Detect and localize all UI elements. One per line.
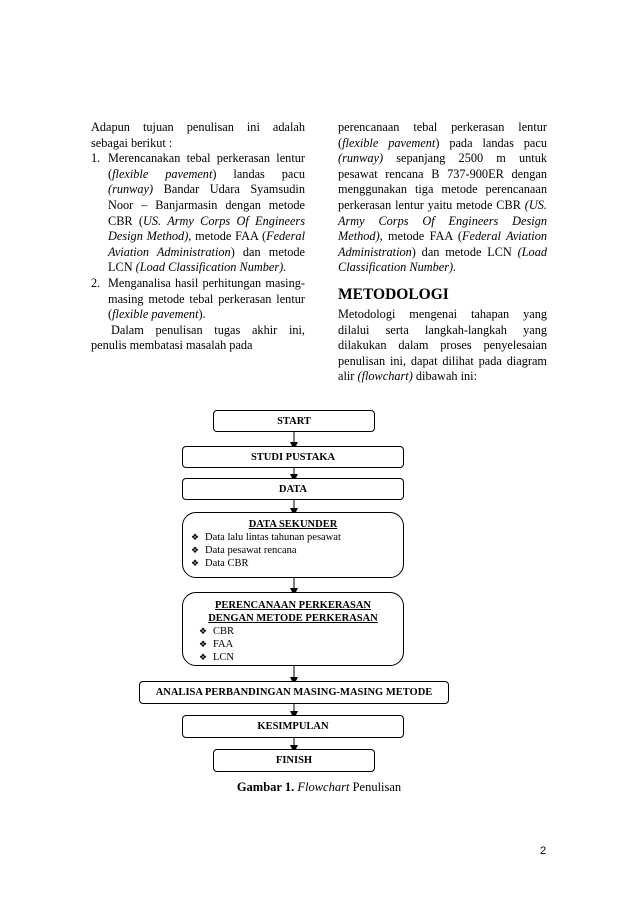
text-run: , metode FAA (	[379, 229, 462, 244]
italic-run: (Load Classification Number).	[338, 244, 547, 275]
diamond-bullet-icon: ❖	[199, 639, 208, 649]
diamond-bullet-icon: ❖	[199, 652, 208, 662]
list-item-text: CBR	[213, 626, 235, 637]
objective-item-1	[91, 151, 305, 276]
text-run: Bandar Udara Syamsudin Noor – Banjarmasin dengan metode CBR (	[108, 182, 305, 228]
list-item	[199, 651, 395, 664]
caption-label: Gambar 1.	[236, 780, 295, 794]
list-item-text: Data CBR	[205, 558, 249, 569]
list-number: 1.	[91, 151, 101, 166]
text-run: metode FAA (	[191, 229, 267, 244]
list-item-text: FAA	[213, 639, 234, 650]
data-sekunder-box	[182, 512, 404, 578]
text-run: ) landas pacu	[212, 166, 305, 181]
list-item	[199, 638, 395, 651]
diamond-bullet-icon: ❖	[191, 545, 200, 555]
analisa-box: ANALISA PERBANDINGAN MASING-MASING METODE	[139, 681, 449, 704]
list-number: 2.	[91, 275, 101, 290]
diamond-bullet-icon: ❖	[199, 626, 208, 636]
list-item	[191, 531, 395, 544]
perencanaan-title-1: PERENCANAAN PERKERASAN	[214, 600, 372, 611]
objective-item-2	[91, 276, 305, 323]
italic-run: US. Army Corps Of Engineers Design Method),	[108, 213, 305, 244]
list-item-text: Data pesawat rencana	[205, 545, 297, 556]
intro-text: Adapun tujuan penulisan ini adalah sebagai berikut :	[91, 120, 305, 150]
kesimpulan-box: KESIMPULAN	[182, 715, 404, 738]
italic-run: (runway)	[338, 151, 384, 166]
text-run: dibawah ini:	[412, 369, 478, 384]
figure-caption	[0, 780, 638, 795]
closing-text: Dalam penulisan tugas akhir ini, penulis membatasi masalah pada	[91, 322, 305, 353]
italic-run: (US. Army Corps Of Engineers Design Method)	[338, 197, 547, 244]
left-column	[91, 120, 305, 354]
perencanaan-box	[182, 592, 404, 666]
perencanaan-list	[191, 625, 395, 664]
section-heading: METODOLOGI	[338, 285, 449, 303]
list-item	[191, 544, 395, 557]
italic-run: (flowchart)	[357, 369, 413, 384]
data-sekunder-list	[191, 531, 395, 570]
caption-rest: Penulisan	[349, 780, 402, 794]
text-run: ) pada landas pacu	[435, 135, 547, 150]
page-number: 2	[540, 845, 547, 857]
data-sekunder-title: DATA SEKUNDER	[248, 519, 338, 530]
list-item-text: LCN	[213, 652, 234, 663]
finish-box: FINISH	[213, 749, 375, 772]
italic-run: (runway)	[108, 182, 154, 197]
text-run: ) dan metode LCN	[108, 244, 305, 275]
list-item	[191, 557, 395, 570]
scope-paragraph	[338, 120, 547, 276]
start-box: START	[213, 410, 375, 432]
text-run: ) dan metode LCN	[411, 244, 518, 259]
studi-pustaka-box: STUDI PUSTAKA	[182, 446, 404, 468]
diamond-bullet-icon: ❖	[191, 558, 200, 568]
text-run: Menganalisa hasil perhitungan masing-masing metode tebal perkerasan lentur (	[108, 275, 305, 322]
italic-run: Federal Aviation Administration	[108, 229, 305, 259]
perencanaan-title-2: DENGAN METODE PERKERASAN	[208, 613, 378, 624]
text-run: ).	[198, 307, 206, 322]
italic-run: Federal Aviation Administration	[338, 229, 547, 259]
text-run: Merencanakan tebal perkerasan lentur (	[108, 151, 305, 181]
text-run: perencanaan tebal perkerasan lentur (	[338, 120, 547, 150]
methodology-paragraph	[338, 307, 547, 385]
caption-italic: Flowchart	[297, 780, 350, 794]
italic-run: flexible pavement	[112, 166, 213, 181]
list-item-text: Data lalu lintas tahunan pesawat	[205, 532, 341, 543]
list-item	[199, 625, 395, 638]
italic-run: (Load Classification Number).	[135, 260, 287, 275]
italic-run: flexible pavement	[112, 307, 199, 322]
italic-run: flexible pavement	[342, 135, 436, 150]
objective-list	[91, 151, 305, 323]
text-run: Metodologi mengenai tahapan yang dilalui serta langkah-langkah yang dilakukan dalam proses penyelesaian penulisan ini, dapat dilihat pada diagram alir	[338, 306, 547, 384]
right-column	[338, 120, 547, 385]
diamond-bullet-icon: ❖	[191, 532, 200, 542]
text-run: sepanjang 2500 m untuk pesawat rencana B 737-900ER dengan menggunakan tiga metode perencanaan perkerasan lentur yaitu metode CBR	[338, 151, 547, 212]
data-box: DATA	[182, 478, 404, 500]
